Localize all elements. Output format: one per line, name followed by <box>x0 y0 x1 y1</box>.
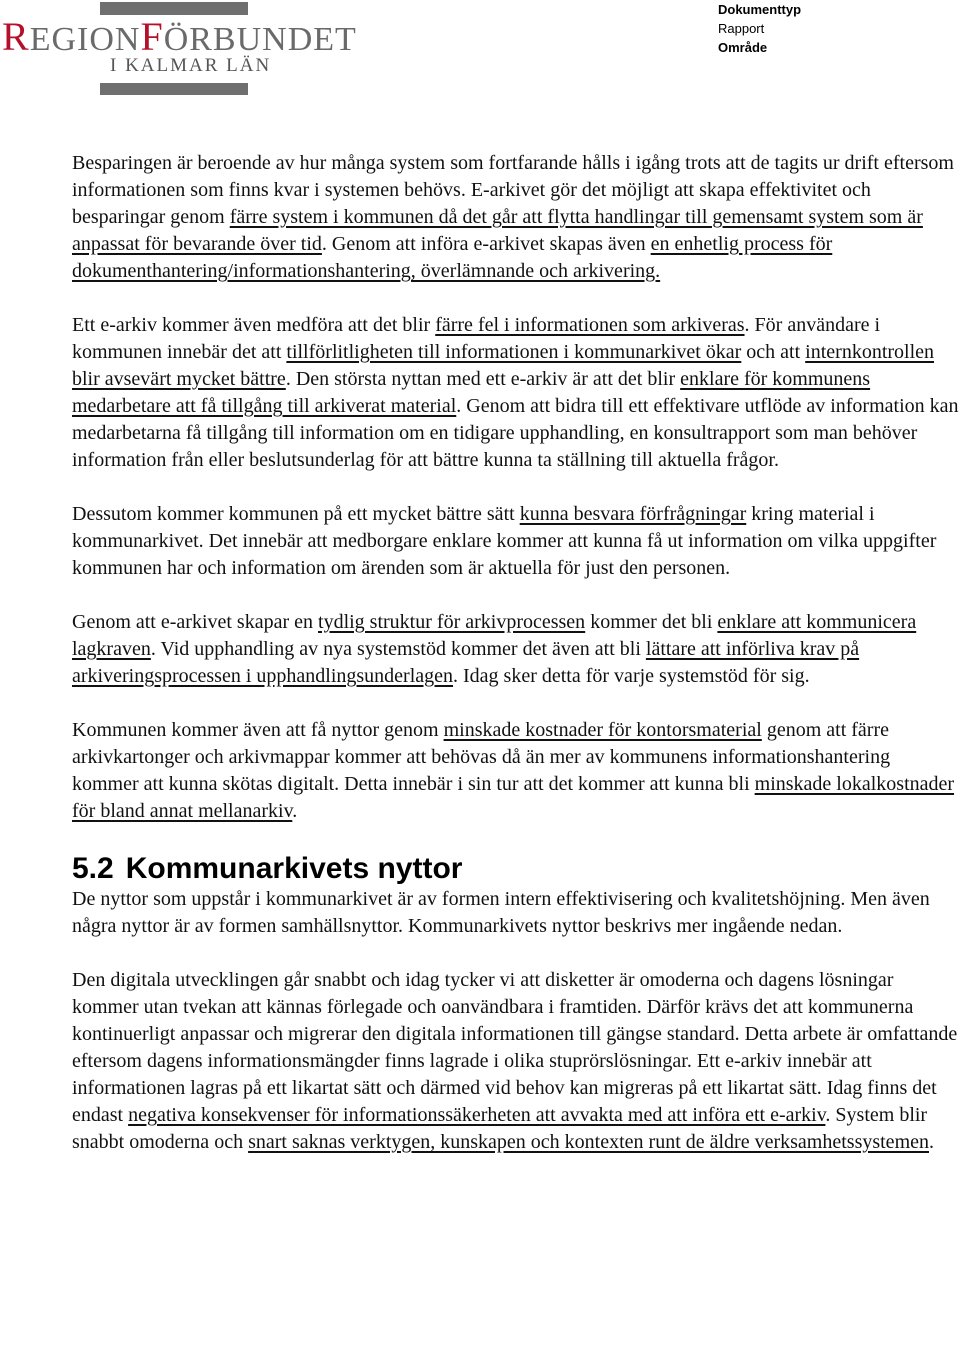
underlined-text: tillförlitligheten till informationen i kommunarkivet ökar <box>286 341 742 363</box>
paragraph-text: Besparingen är beroende av hur många system som fortfarande hålls i igång trots att de tagits ur drift eftersom informationen som finns kvar i systemen behövs. E-arkivet gör det möjligt att skapa effektivitet och besparingar genom <box>72 152 954 228</box>
paragraph-text: Genom att e-arkivet skapar en <box>72 611 319 633</box>
underlined-text: minskade kostnader för kontorsmaterial <box>443 719 762 741</box>
paragraph-text: kommer det bli <box>585 611 718 633</box>
paragraph-text: . Genom att införa e-arkivet skapas även <box>321 233 651 255</box>
underlined-text: enklare för kommunens medarbetare att få tillgång till arkiverat material <box>72 368 871 417</box>
underlined-text: negativa konsekvenser för informationssäkerheten att avvakta med att införa ett e-arkiv <box>128 1104 826 1126</box>
paragraph <box>72 501 960 582</box>
section-title: Kommunarkivets nyttor <box>125 852 463 885</box>
doctype-value: Rapport <box>718 21 765 36</box>
paragraph-text: . System blir snabbt omoderna och <box>72 1104 928 1153</box>
underlined-text: tydlig struktur för arkivprocessen <box>318 611 586 633</box>
paragraph-text: . För användare i kommunen innebär det att <box>72 314 881 363</box>
paragraph <box>72 312 960 474</box>
paragraph <box>72 150 960 285</box>
paragraph-text: . <box>929 1131 934 1153</box>
underlined-text: internkontrollen blir avsevärt mycket bättre <box>72 341 935 390</box>
intro-paragraphs <box>72 150 960 825</box>
organization-logo <box>0 0 360 100</box>
paragraph-text: Ett e-arkiv kommer även medföra att det blir <box>72 314 436 336</box>
paragraph-text: genom att färre arkivkartonger och arkivmappar kommer att behövas då än mer av kommunens informationshantering kommer att kunna skötas digitalt. Detta innebär i sin tur att det kommer att kunna bli <box>72 719 891 795</box>
logo-top-bar <box>100 2 248 15</box>
underlined-text: färre system i kommunen då det går att flytta handlingar till gemensamt system som är anpassat för bevarande över tid <box>72 206 923 255</box>
area-label: Område <box>718 40 768 55</box>
underlined-text: färre fel i informationen som arkiveras <box>435 314 745 336</box>
underlined-text: minskade lokalkostnader för bland annat mellanarkiv <box>72 773 955 822</box>
paragraph-text: Kommunen kommer även att få nyttor genom <box>72 719 444 741</box>
paragraph-text: Den digitala utvecklingen går snabbt och idag tycker vi att disketter är omoderna och dagens lösningar kommer utan tvekan att kännas förlegade och oanvändbara i framtiden. Därför krävs det att kommunerna kontinuerligt anpassar och migrerar den digitala informationen till gängse standard. Detta arbete är omfattande eftersom dagens informationsmängder finns lagrade i olika stuprörslösningar. Ett e-arkiv innebär att informationen lagras på ett likartat sätt och därmed vid behov kan migreras på ett likartat sätt. Idag finns det endast <box>72 969 958 1126</box>
underlined-text: kunna besvara förfrågningar <box>519 503 747 525</box>
document-body <box>72 150 960 1183</box>
paragraph-text: . Vid upphandling av nya systemstöd kommer det även att bli <box>150 638 646 660</box>
underlined-text: enklare att kommunicera lagkraven <box>72 611 917 660</box>
paragraph-text: kring material i kommunarkivet. Det innebär att medborgare enklare kommer att kunna få ut information om vilka uppgifter kommunen har och information om ärenden som är aktuella för just den personen. <box>72 503 937 579</box>
paragraph-text: . Den största nyttan med ett e-arkiv är att det blir <box>285 368 681 390</box>
logo-bottom-bar <box>100 83 248 95</box>
paragraph-text: . <box>292 800 298 822</box>
underlined-text: lättare att införliva krav på arkiveringsprocessen i upphandlingsunderlagen <box>72 638 860 687</box>
underlined-text: snart saknas verktygen, kunskapen och kontexten runt de äldre verksamhetssystemen <box>248 1131 929 1153</box>
paragraph-text: De nyttor som uppstår i kommunarkivet är av formen intern effektivisering och kvalitetshöjning. Men även några nyttor är av formen samhällsnyttor. Kommunarkivets nyttor beskrivs mer ingående nedan. <box>72 888 930 937</box>
section-number: 5.2 <box>72 852 114 885</box>
paragraph <box>72 967 960 1156</box>
logo-wordmark: REGIONFÖRBUNDET <box>2 14 357 59</box>
paragraph <box>72 609 960 690</box>
paragraph-text: . Genom att bidra till ett effektivare utflöde av information kan medarbetarna få tillgång till information om en tidigare upphandling, en konsultrapport som man behöver information från eller beslutsunderlag för att bättre kunna ta ställning till aktuella frågor. <box>72 395 959 471</box>
underlined-text: en enhetlig process för dokumenthantering/informationshantering, överlämnande och arkivering. <box>72 233 833 282</box>
paragraph-text: och att <box>741 341 806 363</box>
paragraph-text: . Idag sker detta för varje systemstöd för sig. <box>453 665 810 687</box>
paragraph <box>72 717 960 825</box>
section-paragraphs <box>72 886 960 1156</box>
logo-subtitle: I KALMAR LÄN <box>110 55 272 76</box>
paragraph <box>72 886 960 940</box>
doctype-label: Dokumenttyp <box>718 2 802 17</box>
section-heading <box>72 852 960 886</box>
paragraph-text: Dessutom kommer kommunen på ett mycket bättre sätt <box>72 503 520 525</box>
document-meta <box>718 0 801 57</box>
